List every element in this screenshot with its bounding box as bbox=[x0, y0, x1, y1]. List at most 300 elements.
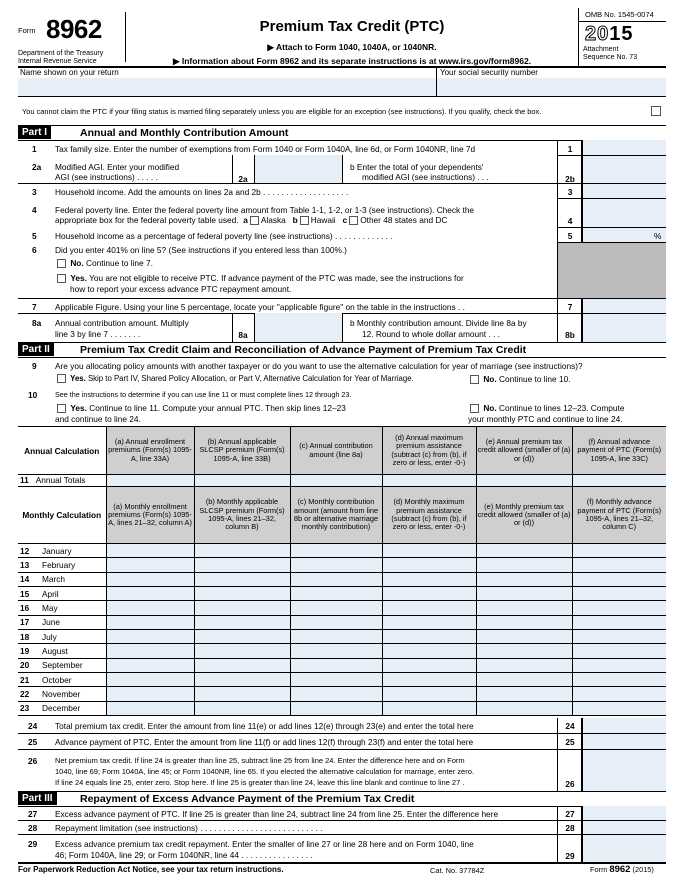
line-9-yes-text: Skip to Part IV, Shared Policy Allocation, or Part V, Alternative Calculation for Year of Marriage. bbox=[87, 374, 414, 383]
line-2a-box: 2a bbox=[238, 174, 248, 184]
table-row bbox=[18, 615, 666, 629]
month-field-d[interactable] bbox=[382, 615, 476, 629]
month-field-a[interactable] bbox=[106, 687, 194, 701]
line-24-box: 24 bbox=[565, 721, 575, 731]
line-11f-field[interactable] bbox=[572, 475, 666, 487]
month-field-c[interactable] bbox=[290, 644, 382, 658]
month-field-b[interactable] bbox=[194, 601, 290, 615]
hawaii-checkbox[interactable] bbox=[300, 216, 309, 225]
calculation-table bbox=[18, 426, 666, 716]
other-states-label: Other 48 states and DC bbox=[360, 215, 448, 225]
month-label bbox=[18, 687, 106, 701]
divider bbox=[18, 96, 666, 97]
monthly-head-d: (d) Monthly maximum premium assistance (subtract (c) from (b), if zero or less, enter -0-) bbox=[382, 487, 476, 544]
form-number: 8962 bbox=[46, 14, 102, 44]
month-field-a[interactable] bbox=[106, 587, 194, 601]
month-field-f[interactable] bbox=[572, 587, 666, 601]
month-field-d[interactable] bbox=[382, 587, 476, 601]
month-label bbox=[18, 558, 106, 572]
month-line-number: 15 bbox=[20, 588, 30, 599]
month-field-f[interactable] bbox=[572, 673, 666, 687]
line-8a-text-2: line 3 by line 7 . . . . . . . bbox=[55, 329, 141, 339]
line-4-number: 4 bbox=[32, 205, 37, 215]
month-field-e[interactable] bbox=[476, 701, 572, 715]
footer-form-id bbox=[590, 865, 654, 876]
divider bbox=[232, 155, 233, 183]
month-field-e[interactable] bbox=[476, 673, 572, 687]
line-26-field[interactable] bbox=[582, 750, 666, 791]
line-25-box: 25 bbox=[565, 737, 575, 747]
line-10-no-text-2: your monthly PTC and continue to line 24. bbox=[468, 414, 623, 424]
line-10-no-checkbox[interactable] bbox=[470, 404, 479, 413]
month-field-e[interactable] bbox=[476, 630, 572, 644]
line-4-text-1: Federal poverty line. Enter the federal poverty line amount from Table 1-1, 1-2, or 1-3 (see instructions). Check the bbox=[55, 205, 475, 215]
month-name: June bbox=[42, 617, 60, 628]
annual-head-b: (b) Annual applicable SLCSP premium (Form(s) 1095-A, line 33B) bbox=[194, 427, 290, 475]
line-6-no-checkbox[interactable] bbox=[57, 259, 66, 268]
line-2b-box: 2b bbox=[565, 174, 575, 184]
month-label bbox=[18, 630, 106, 644]
dept-name: Department of the Treasury bbox=[18, 50, 104, 57]
form-number-block bbox=[18, 12, 126, 65]
option-c-letter: c bbox=[342, 215, 348, 225]
form-title-block bbox=[126, 12, 578, 66]
month-field-e[interactable] bbox=[476, 601, 572, 615]
line-29-number: 29 bbox=[28, 839, 38, 849]
divider bbox=[18, 834, 666, 835]
month-name: October bbox=[42, 674, 72, 685]
month-field-d[interactable] bbox=[382, 687, 476, 701]
line-28-box: 28 bbox=[565, 823, 575, 833]
line-26-number: 26 bbox=[28, 756, 38, 766]
name-field[interactable] bbox=[18, 78, 436, 96]
month-field-f[interactable] bbox=[572, 658, 666, 672]
month-name: April bbox=[42, 588, 59, 599]
month-line-number: 17 bbox=[20, 617, 30, 628]
tax-year-suffix: 15 bbox=[609, 23, 634, 45]
month-field-a[interactable] bbox=[106, 572, 194, 586]
omb-number: OMB No. 1545-0074 bbox=[579, 8, 666, 22]
month-field-b[interactable] bbox=[194, 644, 290, 658]
table-row bbox=[18, 587, 666, 601]
annual-calc-label: Annual Calculation bbox=[18, 427, 106, 475]
line-24-number: 24 bbox=[28, 721, 38, 731]
line-10-yes-text-2: and continue to line 24. bbox=[55, 414, 141, 424]
footer-form-number: 8962 bbox=[609, 864, 631, 875]
line-3-field[interactable] bbox=[582, 184, 666, 198]
line-28-number: 28 bbox=[28, 823, 38, 833]
annual-head-f: (f) Annual advance payment of PTC (Form(s) 1095-A, line 33C) bbox=[572, 427, 666, 475]
month-field-a[interactable] bbox=[106, 701, 194, 715]
line-6-no-text: Continue to line 7. bbox=[86, 258, 153, 268]
line-11c-field[interactable] bbox=[290, 475, 382, 487]
line-2b-field[interactable] bbox=[582, 156, 666, 183]
line-10-number: 10 bbox=[28, 390, 38, 400]
line-29-text-1: Excess advance premium tax credit repayment. Enter the smaller of line 27 or line 28 here and on Form 1040, line bbox=[55, 839, 474, 849]
line-11b-field[interactable] bbox=[194, 475, 290, 487]
month-field-e[interactable] bbox=[476, 587, 572, 601]
month-field-d[interactable] bbox=[382, 601, 476, 615]
line-10-yes-row bbox=[55, 403, 346, 414]
month-field-d[interactable] bbox=[382, 658, 476, 672]
month-field-a[interactable] bbox=[106, 658, 194, 672]
annual-head-e: (e) Annual premium tax credit allowed (smaller of (a) or (d)) bbox=[476, 427, 572, 475]
line-2b-text-2: modified AGI (see instructions) . . . bbox=[362, 172, 489, 182]
line-9-text: Are you allocating policy amounts with another taxpayer or do you want to use the alternative calculation for year of marriage (see instructions)? bbox=[55, 361, 583, 371]
line-2b-text-1: b Enter the total of your dependents' bbox=[350, 162, 484, 172]
divider bbox=[18, 342, 666, 343]
line-10-no-text: Continue to lines 12–23. Compute bbox=[499, 403, 625, 413]
month-line-number: 13 bbox=[20, 559, 30, 570]
line-10-no-row bbox=[468, 403, 624, 414]
line-8a-text-1: Annual contribution amount. Multiply bbox=[55, 318, 189, 328]
part2-label: Part II bbox=[18, 343, 54, 356]
line-11-label bbox=[18, 475, 106, 487]
month-field-a[interactable] bbox=[106, 615, 194, 629]
month-field-c[interactable] bbox=[290, 601, 382, 615]
alaska-label: Alaska bbox=[260, 215, 286, 225]
line-1-box: 1 bbox=[567, 144, 573, 154]
month-name: March bbox=[42, 574, 66, 585]
divider bbox=[18, 357, 666, 358]
month-name: May bbox=[42, 602, 58, 613]
month-field-f[interactable] bbox=[572, 544, 666, 558]
table-row bbox=[18, 601, 666, 615]
month-field-f[interactable] bbox=[572, 701, 666, 715]
month-label bbox=[18, 701, 106, 715]
month-field-d[interactable] bbox=[382, 544, 476, 558]
line-9-no-label: No. bbox=[483, 374, 497, 384]
month-field-b[interactable] bbox=[194, 615, 290, 629]
divider bbox=[18, 749, 666, 750]
month-rows bbox=[18, 544, 666, 716]
table-row bbox=[18, 701, 666, 715]
married-note: You cannot claim the PTC if your filing status is married filing separately unless you are eligible for an exception (see instructions). If you qualify, check the box. bbox=[22, 107, 542, 116]
line-10-yes-text: Continue to line 11. Compute your annual PTC. Then skip lines 12–23 bbox=[89, 403, 346, 413]
month-field-c[interactable] bbox=[290, 615, 382, 629]
line-3-box: 3 bbox=[567, 187, 573, 197]
line-2a-text-1: Modified AGI. Enter your modified bbox=[55, 162, 180, 172]
month-line-number: 23 bbox=[20, 703, 30, 714]
line-24-field[interactable] bbox=[582, 718, 666, 733]
line-11d-field[interactable] bbox=[382, 475, 476, 487]
line-4-text-2 bbox=[55, 215, 447, 226]
month-field-e[interactable] bbox=[476, 558, 572, 572]
line-8b-text-2: 12. Round to whole dollar amount . . . bbox=[362, 329, 500, 339]
line-6-yes-text-2: how to report your excess advance PTC repayment amount. bbox=[70, 284, 292, 294]
line-27-field[interactable] bbox=[582, 807, 666, 820]
month-name: July bbox=[42, 631, 57, 642]
line-7-box: 7 bbox=[567, 302, 573, 312]
line-11-text: Annual Totals bbox=[35, 475, 86, 486]
annual-head-c: (c) Annual contribution amount (line 8a) bbox=[290, 427, 382, 475]
table-row bbox=[18, 644, 666, 658]
line-29-text-2: 46; Form 1040A, line 29; or Form 1040NR, line 44 . . . . . . . . . . . . . . . . bbox=[55, 850, 313, 860]
monthly-head-b: (b) Monthly applicable SLCSP premium (Form(s) 1095-A, lines 21–32, column B) bbox=[194, 487, 290, 544]
part1-title: Annual and Monthly Contribution Amount bbox=[80, 127, 289, 139]
month-field-b[interactable] bbox=[194, 673, 290, 687]
line-4-instruction: appropriate box for the federal poverty table used. bbox=[55, 215, 239, 225]
month-field-b[interactable] bbox=[194, 587, 290, 601]
line-5-box: 5 bbox=[567, 231, 573, 241]
divider bbox=[342, 155, 343, 183]
table-row bbox=[18, 658, 666, 672]
month-field-c[interactable] bbox=[290, 701, 382, 715]
monthly-head-f: (f) Monthly advance payment of PTC (Form(s) 1095-A, lines 21–32, column C) bbox=[572, 487, 666, 544]
line-9-number: 9 bbox=[32, 361, 37, 371]
divider bbox=[18, 298, 666, 299]
month-label bbox=[18, 658, 106, 672]
line-9-no-text: Continue to line 10. bbox=[499, 374, 571, 384]
month-field-d[interactable] bbox=[382, 701, 476, 715]
month-name: November bbox=[42, 688, 81, 699]
month-name: September bbox=[42, 660, 83, 671]
annual-totals-row bbox=[18, 475, 666, 487]
tax-year-prefix: 20 bbox=[585, 23, 610, 45]
footer-notice: For Paperwork Reduction Act Notice, see your tax return instructions. bbox=[18, 865, 284, 874]
month-line-number: 20 bbox=[20, 660, 30, 671]
month-field-a[interactable] bbox=[106, 544, 194, 558]
table-row bbox=[18, 544, 666, 558]
month-line-number: 21 bbox=[20, 674, 30, 685]
line-1-text: Tax family size. Enter the number of exemptions from Form 1040 or Form 1040A, line 6d, or Form 1040NR, line 7d bbox=[55, 144, 476, 154]
month-field-f[interactable] bbox=[572, 644, 666, 658]
sequence-text: Sequence No. 73 bbox=[583, 54, 638, 61]
month-field-b[interactable] bbox=[194, 544, 290, 558]
month-field-b[interactable] bbox=[194, 630, 290, 644]
line-3-number: 3 bbox=[32, 187, 37, 197]
shaded-area bbox=[558, 242, 666, 298]
month-field-b[interactable] bbox=[194, 701, 290, 715]
month-field-d[interactable] bbox=[382, 630, 476, 644]
part3-title: Repayment of Excess Advance Payment of the Premium Tax Credit bbox=[80, 793, 415, 805]
line-8a-number: 8a bbox=[32, 318, 42, 328]
month-field-c[interactable] bbox=[290, 687, 382, 701]
month-field-a[interactable] bbox=[106, 673, 194, 687]
line-8b-box: 8b bbox=[565, 330, 575, 340]
line-3-text: Household income. Add the amounts on lines 2a and 2b . . . . . . . . . . . . . . . . . . . bbox=[55, 187, 349, 197]
table-row bbox=[18, 630, 666, 644]
line-26-box: 26 bbox=[565, 779, 575, 789]
month-label bbox=[18, 644, 106, 658]
line-26-text-3: If line 24 equals line 25, enter zero. Stop here. If line 25 is greater than line 24, leave this line blank and continue to line 27 . bbox=[55, 778, 465, 787]
month-name: February bbox=[42, 559, 76, 570]
table-row bbox=[18, 687, 666, 701]
month-line-number: 18 bbox=[20, 631, 30, 642]
month-field-f[interactable] bbox=[572, 601, 666, 615]
month-field-a[interactable] bbox=[106, 558, 194, 572]
line-6-no-row bbox=[55, 258, 153, 269]
line-6-yes-checkbox[interactable] bbox=[57, 274, 66, 283]
line-11-number: 11 bbox=[20, 475, 29, 486]
month-field-e[interactable] bbox=[476, 658, 572, 672]
line-9-yes-row bbox=[55, 374, 414, 385]
line-6-yes-text: You are not eligible to receive PTC. If advance payment of the PTC was made, see the instructions for bbox=[89, 273, 464, 283]
month-field-c[interactable] bbox=[290, 587, 382, 601]
attachment-label bbox=[579, 46, 666, 62]
monthly-calc-label: Monthly Calculation bbox=[18, 487, 106, 544]
line-27-box: 27 bbox=[565, 809, 575, 819]
line-10-text: See the instructions to determine if you can use line 11 or must complete lines 12 through 23. bbox=[55, 390, 352, 399]
month-line-number: 12 bbox=[20, 545, 30, 556]
month-field-a[interactable] bbox=[106, 630, 194, 644]
month-field-a[interactable] bbox=[106, 601, 194, 615]
line-9-yes-checkbox[interactable] bbox=[57, 374, 66, 383]
month-field-d[interactable] bbox=[382, 572, 476, 586]
line-2a-field[interactable] bbox=[254, 155, 342, 183]
month-field-b[interactable] bbox=[194, 572, 290, 586]
divider bbox=[557, 242, 666, 243]
month-field-d[interactable] bbox=[382, 558, 476, 572]
attachment-text: Attachment bbox=[583, 46, 619, 53]
monthly-head-c: (c) Monthly contribution amount (amount from line 8b or alternative marriage monthly contribution) bbox=[290, 487, 382, 544]
month-field-f[interactable] bbox=[572, 615, 666, 629]
month-name: January bbox=[42, 545, 72, 556]
table-row bbox=[18, 558, 666, 572]
month-field-b[interactable] bbox=[194, 687, 290, 701]
part2-title: Premium Tax Credit Claim and Reconciliation of Advance Payment of Premium Tax Credit bbox=[80, 344, 527, 356]
other-states-checkbox[interactable] bbox=[349, 216, 358, 225]
alaska-checkbox[interactable] bbox=[250, 216, 259, 225]
month-field-d[interactable] bbox=[382, 644, 476, 658]
ssn-label: Your social security number bbox=[440, 68, 538, 77]
divider bbox=[18, 183, 666, 184]
line-7-field[interactable] bbox=[582, 299, 666, 313]
month-field-c[interactable] bbox=[290, 544, 382, 558]
line-7-text: Applicable Figure. Using your line 5 percentage, locate your "applicable figure" on the table in the instructions . . bbox=[55, 302, 465, 312]
line-8b-text-1: b Monthly contribution amount. Divide line 8a by bbox=[350, 318, 527, 328]
month-field-c[interactable] bbox=[290, 630, 382, 644]
month-field-c[interactable] bbox=[290, 558, 382, 572]
month-label bbox=[18, 572, 106, 586]
line-8b-field[interactable] bbox=[582, 314, 666, 342]
line-1-number: 1 bbox=[32, 144, 37, 154]
table-row bbox=[18, 572, 666, 586]
month-field-e[interactable] bbox=[476, 644, 572, 658]
month-field-f[interactable] bbox=[572, 687, 666, 701]
option-b-letter: b bbox=[292, 215, 298, 225]
line-5-number: 5 bbox=[32, 231, 37, 241]
line-28-text: Repayment limitation (see instructions) . . . . . . . . . . . . . . . . . . . . . . . . . . . bbox=[55, 823, 323, 833]
line-5-text: Household income as a percentage of federal poverty line (see instructions) . . . . . . . . . . . . . bbox=[55, 231, 393, 241]
attach-note: ▶ Attach to Form 1040, 1040A, or 1040NR. bbox=[267, 42, 437, 52]
ssn-field[interactable] bbox=[437, 78, 666, 96]
month-label bbox=[18, 601, 106, 615]
line-27-number: 27 bbox=[28, 809, 38, 819]
exception-checkbox[interactable] bbox=[651, 106, 661, 116]
month-field-b[interactable] bbox=[194, 658, 290, 672]
form-label: Form bbox=[18, 26, 36, 35]
month-label bbox=[18, 544, 106, 558]
monthly-head-a: (a) Monthly enrollment premiums (Form(s) 1095-A, lines 21–32, column A) bbox=[106, 487, 194, 544]
hawaii-label: Hawaii bbox=[310, 215, 336, 225]
month-field-e[interactable] bbox=[476, 572, 572, 586]
month-field-f[interactable] bbox=[572, 572, 666, 586]
part3-label: Part III bbox=[18, 792, 57, 805]
line-10-yes-label: Yes. bbox=[70, 403, 87, 413]
irs-name: Internal Revenue Service bbox=[18, 57, 97, 65]
month-line-number: 22 bbox=[20, 688, 30, 699]
info-note: ▶ Information about Form 8962 and its separate instructions is at www.irs.gov/form8962. bbox=[172, 56, 532, 66]
month-field-e[interactable] bbox=[476, 615, 572, 629]
line-28-field[interactable] bbox=[582, 821, 666, 834]
line-4-box: 4 bbox=[567, 216, 573, 226]
month-field-b[interactable] bbox=[194, 558, 290, 572]
month-label bbox=[18, 673, 106, 687]
line-6-yes-row bbox=[55, 273, 464, 284]
line-6-no-label: No. bbox=[70, 258, 84, 268]
line-4-field[interactable] bbox=[582, 199, 666, 227]
tax-year bbox=[579, 23, 666, 46]
month-field-c[interactable] bbox=[290, 572, 382, 586]
cat-number: Cat. No. 37784Z bbox=[430, 866, 485, 875]
footer-form-label: Form bbox=[590, 865, 608, 874]
month-line-number: 19 bbox=[20, 645, 30, 656]
divider bbox=[18, 125, 666, 126]
divider bbox=[18, 820, 666, 821]
month-line-number: 16 bbox=[20, 602, 30, 613]
month-field-c[interactable] bbox=[290, 673, 382, 687]
line-10-no-label: No. bbox=[483, 403, 497, 413]
month-label bbox=[18, 587, 106, 601]
month-label bbox=[18, 615, 106, 629]
month-field-f[interactable] bbox=[572, 630, 666, 644]
line-8a-field[interactable] bbox=[254, 313, 342, 342]
line-26-text-2: 1040, line 69; Form 1040A, line 45; or Form 1040NR, line 65. If you elected the alternative calculation for marriage, enter zero. bbox=[55, 767, 474, 776]
agency bbox=[18, 50, 126, 65]
divider bbox=[18, 862, 666, 864]
month-field-c[interactable] bbox=[290, 658, 382, 672]
month-field-e[interactable] bbox=[476, 687, 572, 701]
month-line-number: 14 bbox=[20, 574, 30, 585]
month-field-d[interactable] bbox=[382, 673, 476, 687]
line-6-yes-label: Yes. bbox=[70, 273, 87, 283]
line-1-field[interactable] bbox=[582, 141, 666, 155]
divider bbox=[18, 733, 666, 734]
line-11e-field[interactable] bbox=[476, 475, 572, 487]
omb-block bbox=[578, 8, 666, 66]
month-field-a[interactable] bbox=[106, 644, 194, 658]
month-name: December bbox=[42, 703, 81, 714]
line-29-field[interactable] bbox=[582, 835, 666, 862]
divider bbox=[18, 791, 666, 792]
line-27-text: Excess advance payment of PTC. If line 25 is greater than line 24, subtract line 24 from line 25. Enter the difference here bbox=[55, 809, 499, 819]
divider bbox=[342, 313, 343, 342]
percent-sign: % bbox=[654, 231, 662, 241]
line-6-text: Did you enter 401% on line 5? (See instructions if you entered less than 100%.) bbox=[55, 245, 347, 255]
month-field-e[interactable] bbox=[476, 544, 572, 558]
line-9-no-checkbox[interactable] bbox=[470, 375, 479, 384]
line-7-number: 7 bbox=[32, 302, 37, 312]
month-field-f[interactable] bbox=[572, 558, 666, 572]
line-24-text: Total premium tax credit. Enter the amount from line 11(e) or add lines 12(e) through 23(e) and enter the total here bbox=[55, 721, 474, 731]
line-11a-field[interactable] bbox=[106, 475, 194, 487]
footer-form-year: (2015) bbox=[632, 865, 654, 874]
annual-head-a: (a) Annual enrollment premiums (Form(s) 1095-A, line 33A) bbox=[106, 427, 194, 475]
annual-head-d: (d) Annual maximum premium assistance (subtract (c) from (b), if zero or less, enter -0-) bbox=[382, 427, 476, 475]
line-25-field[interactable] bbox=[582, 734, 666, 749]
name-label: Name shown on your return bbox=[20, 68, 119, 77]
form-title: Premium Tax Credit (PTC) bbox=[259, 18, 445, 35]
line-2a-number: 2a bbox=[32, 162, 42, 172]
divider bbox=[232, 313, 233, 342]
line-9-yes-label: Yes. bbox=[70, 374, 86, 383]
line-26-text-1: Net premium tax credit. If line 24 is greater than line 25, subtract line 25 from line 24. Enter the difference here and on Form bbox=[55, 756, 465, 765]
line-10-yes-checkbox[interactable] bbox=[57, 404, 66, 413]
table-row bbox=[18, 673, 666, 687]
line-8a-box: 8a bbox=[238, 330, 248, 340]
line-6-number: 6 bbox=[32, 245, 37, 255]
